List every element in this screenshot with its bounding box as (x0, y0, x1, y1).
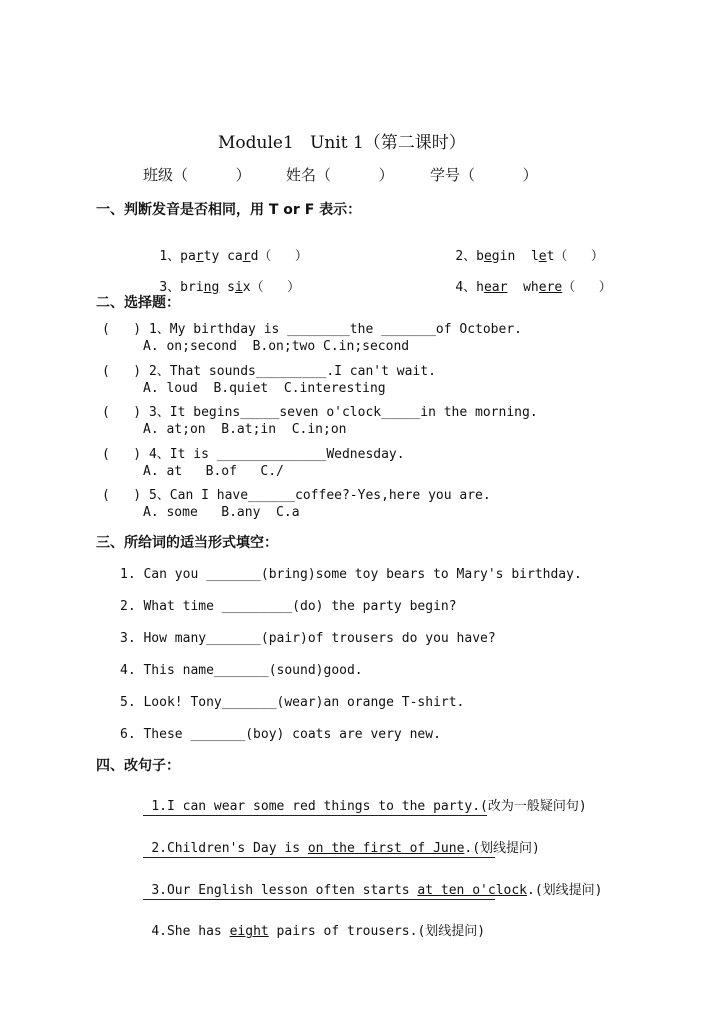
mcq-options: A. at;on B.at;in C.in;on (143, 422, 347, 437)
pron-item: 3、bring six（ ） (159, 280, 301, 295)
answer-line (143, 857, 495, 858)
rewrite-item: 4.She has eight pairs of trousers.(划线提问) (151, 924, 486, 939)
fill-item: 6. These _______(boy) coats are very new. (120, 727, 441, 742)
rewrite-item: 1.I can wear some red things to the party.(改为一般疑问句) (151, 799, 587, 814)
mcq-question: ( ) 1、My birthday is ________the _______of October. (102, 322, 522, 337)
fill-item: 1. Can you _______(bring)some toy bears to Mary's birthday. (120, 567, 582, 582)
mcq-question: ( ) 5、Can I have______coffee?-Yes,here you are. (102, 488, 491, 503)
mcq-options: A. some B.any C.a (143, 505, 300, 520)
answer-line (143, 815, 487, 816)
rewrite-item: 3.Our English lesson often starts at ten o'clock.(划线提问) (151, 883, 603, 898)
mcq-question: ( ) 3、It begins_____seven o'clock_____in the morning. (102, 405, 538, 420)
section-1-heading: 一、判断发音是否相同，用 T or F 表示： (96, 202, 362, 218)
fill-item: 3. How many_______(pair)of trousers do you have? (120, 631, 496, 646)
pron-item: 1、party card（ ） (159, 249, 308, 264)
student-id-field-label: 学号（ ） (430, 166, 538, 184)
rewrite-item: 2.Children's Day is on the first of June.(划线提问) (151, 841, 540, 856)
pron-item: 4、hear where（ ） (455, 280, 612, 295)
pron-item: 2、begin let（ ） (455, 249, 604, 264)
mcq-options: A. on;second B.on;two C.in;second (143, 339, 410, 354)
class-field-label: 班级（ ） (143, 166, 251, 184)
mcq-options: A. loud B.quiet C.interesting (143, 381, 386, 396)
fill-item: 2. What time _________(do) the party begin? (120, 599, 457, 614)
answer-line (143, 899, 495, 900)
section-3-heading: 三、所给词的适当形式填空： (96, 535, 278, 551)
name-field-label: 姓名（ ） (286, 166, 394, 184)
fill-item: 4. This name_______(sound)good. (120, 663, 363, 678)
page-title: Module1 Unit 1（第二课时） (218, 133, 466, 153)
fill-item: 5. Look! Tony_______(wear)an orange T-shirt. (120, 695, 465, 710)
section-2-heading: 二、选择题： (96, 295, 180, 311)
mcq-options: A. at B.of C./ (143, 464, 284, 479)
mcq-question: ( ) 4、It is ______________Wednesday. (102, 447, 405, 462)
section-4-heading: 四、改句子： (96, 758, 180, 774)
mcq-question: ( ) 2、That sounds_________.I can't wait. (102, 364, 436, 379)
